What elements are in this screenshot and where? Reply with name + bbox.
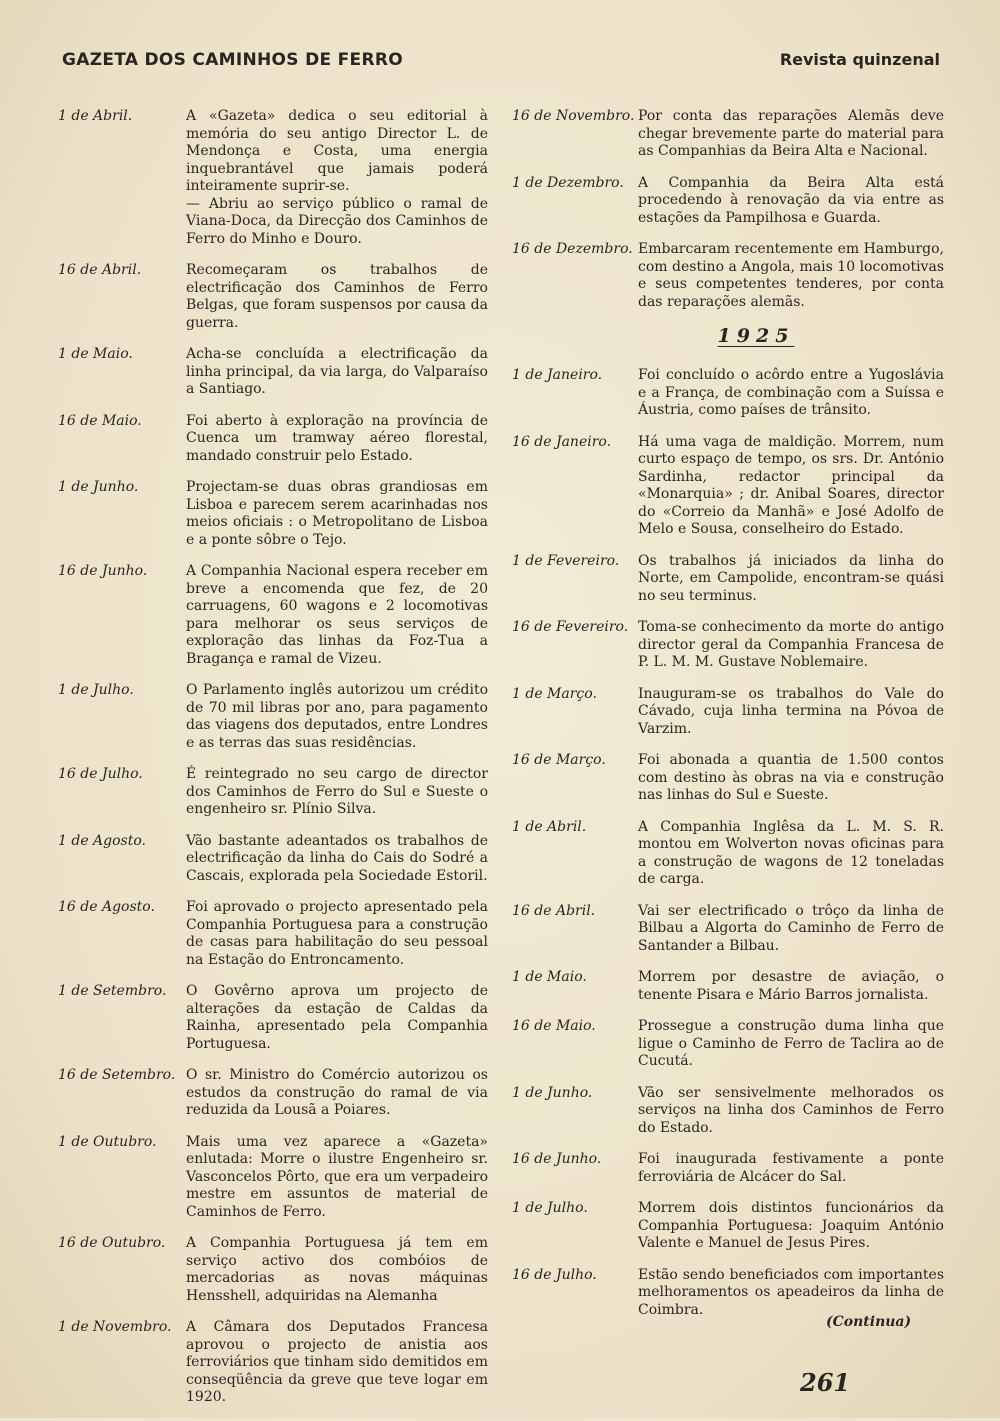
entry-date: 1 de Junho.	[512, 1084, 593, 1101]
entry-text	[638, 434, 944, 539]
chronology-entry	[512, 1018, 944, 1071]
entry-date: 1 de Julho.	[512, 1200, 588, 1216]
chronology-entry	[512, 175, 944, 228]
entry-paragraph: Foi inaugurada festivamente a ponte ferroviária de Alcácer do Sal.	[638, 1151, 944, 1185]
entry-date: 1 de Fevereiro.	[512, 552, 620, 569]
chronology-entry	[512, 752, 944, 805]
entry-paragraph: A Companhia Portuguesa já tem em serviço activo dos combóios de mercadorias as novas máquinas Hensshell, adquiridas na Alemanha	[186, 1235, 488, 1304]
entry-text	[638, 1018, 944, 1071]
entry-text	[638, 969, 944, 1004]
entry-paragraph: Os trabalhos já iniciados da linha do Norte, em Campolide, encontram-se quási no seu terminus.	[638, 552, 944, 604]
entry-paragraph: Morrem por desastre de aviação, o tenente Pisara e Mário Barros jornalista.	[638, 969, 944, 1003]
chronology-entry	[512, 969, 944, 1004]
chronology-entry	[58, 1067, 488, 1120]
entry-date: 16 de Julho.	[512, 1266, 597, 1283]
entry-text	[638, 175, 944, 228]
chronology-entry	[58, 262, 488, 332]
entry-text	[186, 983, 488, 1053]
entry-paragraph: Acha-se concluída a electrificação da linha principal, da via larga, do Valparaíso a Santiago.	[186, 346, 488, 397]
entry-paragraph: É reintegrado no seu cargo de director dos Caminhos de Ferro do Sul e Sueste o engenheiro sr. Plínio Silva.	[186, 766, 488, 817]
chronology-entry	[512, 1151, 944, 1186]
entry-paragraph: A Companhia Nacional espera receber em breve a encomenda que fez, de 20 carruagens, 60 wagons e 2 locomotivas para melhorar os seus serviços de exploração das linhas da Foz-Tua a Bragança e ramal de Vizeu.	[186, 563, 488, 667]
entry-paragraph: Foi abonada a quantia de 1.500 contos com destino às obras na via e construção nas linhas do Sul e Sueste.	[638, 752, 944, 803]
chronology-entry	[58, 833, 488, 886]
entry-paragraph: Há uma vaga de maldição. Morrem, num curto espaço de tempo, os srs. Dr. António Sardinha, redactor principal da «Monarquia» ; dr. Anibal Soares, director do «Correio da Manhã» e José Adolfo de Melo e Sousa, conselheiro do Estado.	[638, 433, 944, 537]
entry-paragraph: O sr. Ministro do Comércio autorizou os estudos da construção do ramal de via reduzida da Lousã a Poiares.	[186, 1067, 488, 1118]
chronology-entry	[58, 108, 488, 248]
right-column	[512, 108, 944, 1333]
entry-text	[638, 1200, 944, 1253]
chronology-entry	[58, 899, 488, 969]
entry-paragraph: Morrem dois distintos funcionários da Companhia Portuguesa: Joaquim António Valente e Manuel de Jesus Pires.	[638, 1200, 944, 1251]
entry-paragraph: Vão bastante adeantados os trabalhos de electrificação da linha do Cais do Sodré a Cascais, explorada pela Sociedade Estoril.	[186, 832, 488, 884]
entry-paragraph: Vão ser sensivelmente melhorados os serviços na linha dos Caminhos de Ferro do Estado.	[638, 1084, 944, 1136]
entry-text	[638, 1267, 944, 1320]
entry-text	[186, 833, 488, 886]
entry-date: 1 de Abril.	[512, 818, 587, 835]
entry-paragraph: Por conta das reparações Alemãs deve chegar brevemente parte do material para as Companhias da Beira Alta e Nacional.	[638, 108, 944, 159]
entry-date: 1 de Setembro.	[58, 983, 167, 999]
publication-frequency: Revista quinzenal	[779, 50, 940, 69]
entry-text	[186, 1067, 488, 1120]
entry-date: 16 de Novembro.	[512, 108, 635, 124]
entry-date: 16 de Maio.	[58, 412, 142, 429]
entry-paragraph: Vai ser electrificado o trôço da linha de Bilbau a Algorta do Caminho de Ferro de Santander a Bilbau.	[638, 902, 944, 954]
entry-text	[186, 563, 488, 668]
entry-date: 1 de Novembro.	[58, 1319, 172, 1335]
entry-date: 16 de Julho.	[58, 766, 143, 782]
chronology-entry	[512, 434, 944, 539]
entry-text	[186, 479, 488, 549]
entry-paragraph: O Parlamento inglês autorizou um crédito de 70 mil libras por ano, para pagamento das viagens dos deputados, entre Londres e as terras das suas residências.	[186, 682, 488, 751]
entry-paragraph: Projectam-se duas obras grandiosas em Lisboa e parecem serem acarinhadas nos meios oficiais : o Metropolitano de Lisboa e a ponte sôbre o Tejo.	[186, 479, 488, 548]
chronology-entry	[512, 903, 944, 956]
entry-paragraph: Inauguram-se os trabalhos do Vale do Cávado, cuja linha termina na Póvoa de Varzim.	[638, 685, 944, 737]
chronology-entry	[512, 553, 944, 606]
page-number: 261	[800, 1368, 851, 1397]
chronology-entry	[58, 1319, 488, 1407]
entry-text	[638, 367, 944, 420]
entry-text	[186, 766, 488, 819]
entry-date: 1 de Outubro.	[58, 1133, 157, 1150]
chronology-entry	[512, 1200, 944, 1253]
chronology-entry	[58, 563, 488, 668]
entry-paragraph: Mais uma vez aparece a «Gazeta» enlutada: Morre o ilustre Engenheiro sr. Vasconcelos Pôrto, que era um verpadeiro mestre em assuntos de material de Caminhos de Ferro.	[186, 1133, 488, 1220]
entry-text	[638, 1085, 944, 1138]
chronology-entry	[512, 1085, 944, 1138]
entry-text	[186, 682, 488, 752]
entry-text	[186, 1134, 488, 1222]
chronology-entry	[512, 1267, 944, 1320]
left-column	[58, 108, 488, 1421]
entry-paragraph: Toma-se conhecimento da morte do antigo director geral da Companhia Francesa de P. L. M. M. Gustave Noblemaire.	[638, 619, 944, 670]
entry-text	[638, 1151, 944, 1186]
entry-paragraph: A Câmara dos Deputados Francesa aprovou o projecto de anistia aos ferroviários que tinham sido demitidos em conseqüência da greve que teve logar em 1920.	[186, 1319, 488, 1405]
entry-date: 16 de Abril.	[512, 902, 596, 919]
entry-paragraph: Estão sendo beneficiados com importantes melhoramentos os apeadeiros da linha de Coimbra.	[638, 1266, 944, 1318]
entry-paragraph: Foi concluído o acôrdo entre a Yugoslávia e a França, de combinação com a Suíssa e Áustria, como países de trânsito.	[638, 367, 944, 418]
entry-date: 16 de Março.	[512, 752, 606, 768]
entry-paragraph: A «Gazeta» dedica o seu editorial à memória do seu antigo Director L. de Mendonça e Costa, uma energia inquebrantável que jamais poderá inteiramente suprir-se.	[186, 108, 488, 194]
entry-text	[638, 686, 944, 739]
entry-date: 1 de Abril.	[58, 108, 133, 124]
entry-date: 1 de Agosto.	[58, 832, 146, 849]
entry-text	[186, 899, 488, 969]
entry-date: 1 de Dezembro.	[512, 174, 624, 191]
entry-paragraph: A Companhia Inglêsa da L. M. S. R. montou em Wolverton novas oficinas para a construção de wagons de 12 toneladas de carga.	[638, 818, 944, 887]
chronology-entry	[58, 479, 488, 549]
chronology-entry	[512, 367, 944, 420]
entry-paragraph: Embarcaram recentemente em Hamburgo, com destino a Angola, mais 10 locomotivas e seus competentes tenderes, por conta das reparações alemãs.	[638, 241, 944, 310]
entry-date: 16 de Abril.	[58, 262, 142, 278]
entry-date: 1 de Julho.	[58, 682, 134, 698]
chronology-entry	[58, 1235, 488, 1305]
entry-text	[638, 241, 944, 311]
entry-date: 16 de Dezembro.	[512, 241, 633, 257]
chronology-entry	[512, 108, 944, 161]
publication-title: GAZETA DOS CAMINHOS DE FERRO	[62, 50, 403, 70]
entry-date: 16 de Fevereiro.	[512, 619, 629, 635]
entry-paragraph: Foi aprovado o projecto apresentado pela Companhia Portuguesa para a construção de casas para habilitação do seu pessoal na Estação do Entroncamento.	[186, 899, 488, 968]
chronology-entry	[58, 682, 488, 752]
entry-date: 1 de Maio.	[58, 346, 133, 362]
entry-text	[638, 819, 944, 889]
entry-text	[638, 619, 944, 672]
entry-date: 1 de Maio.	[512, 969, 587, 985]
chronology-entry	[512, 619, 944, 672]
page-header	[62, 48, 940, 78]
entry-paragraph: A Companhia da Beira Alta está procedendo à renovação da via entre as estações da Pampilhosa e Guarda.	[638, 174, 944, 226]
entry-date: 1 de Janeiro.	[512, 367, 603, 383]
chronology-entry	[512, 241, 944, 311]
chronology-entry	[58, 413, 488, 466]
chronology-entry	[512, 819, 944, 889]
entry-date: 16 de Junho.	[512, 1151, 602, 1167]
entry-paragraph: Recomeçaram os trabalhos de electrificação dos Caminhos de Ferro Belgas, que foram suspensos por causa da guerra.	[186, 262, 488, 331]
entry-text	[186, 346, 488, 399]
entry-date: 16 de Janeiro.	[512, 433, 612, 450]
year-heading: 1925	[717, 325, 795, 347]
entry-paragraph: Prossegue a construção duma linha que ligue o Caminho de Ferro de Taclira ao de Cucutá.	[638, 1018, 944, 1069]
entry-date: 16 de Junho.	[58, 563, 148, 579]
chronology-entry	[58, 346, 488, 399]
entry-text	[186, 413, 488, 466]
entry-text	[186, 108, 488, 248]
entry-date: 16 de Agosto.	[58, 899, 155, 915]
chronology-entry	[58, 766, 488, 819]
entry-text	[186, 1319, 488, 1407]
entry-text	[638, 752, 944, 805]
entry-date: 1 de Junho.	[58, 479, 139, 495]
entry-paragraph: — Abriu ao serviço público o ramal de Viana-Doca, da Direcção dos Caminhos de Ferro do Minho e Douro.	[186, 195, 488, 247]
chronology-entry	[58, 983, 488, 1053]
entry-paragraph: Foi aberto à exploração na província de Cuenca um tramway aéreo florestal, mandado construir pelo Estado.	[186, 412, 488, 464]
entry-date: 16 de Maio.	[512, 1018, 596, 1034]
chronology-entry	[512, 686, 944, 739]
entry-date: 1 de Março.	[512, 685, 597, 702]
chronology-entry	[58, 1134, 488, 1222]
entry-date: 16 de Outubro.	[58, 1235, 166, 1251]
entry-paragraph: O Govêrno aprova um projecto de alterações da estação de Caldas da Rainha, apresentado pela Companhia Portuguesa.	[186, 983, 488, 1052]
entry-text	[638, 553, 944, 606]
entry-text	[638, 108, 944, 161]
entry-text	[638, 903, 944, 956]
entry-text	[186, 262, 488, 332]
entry-text	[186, 1235, 488, 1305]
entry-date: 16 de Setembro.	[58, 1067, 176, 1083]
continued-note: (Continua)	[826, 1314, 912, 1330]
